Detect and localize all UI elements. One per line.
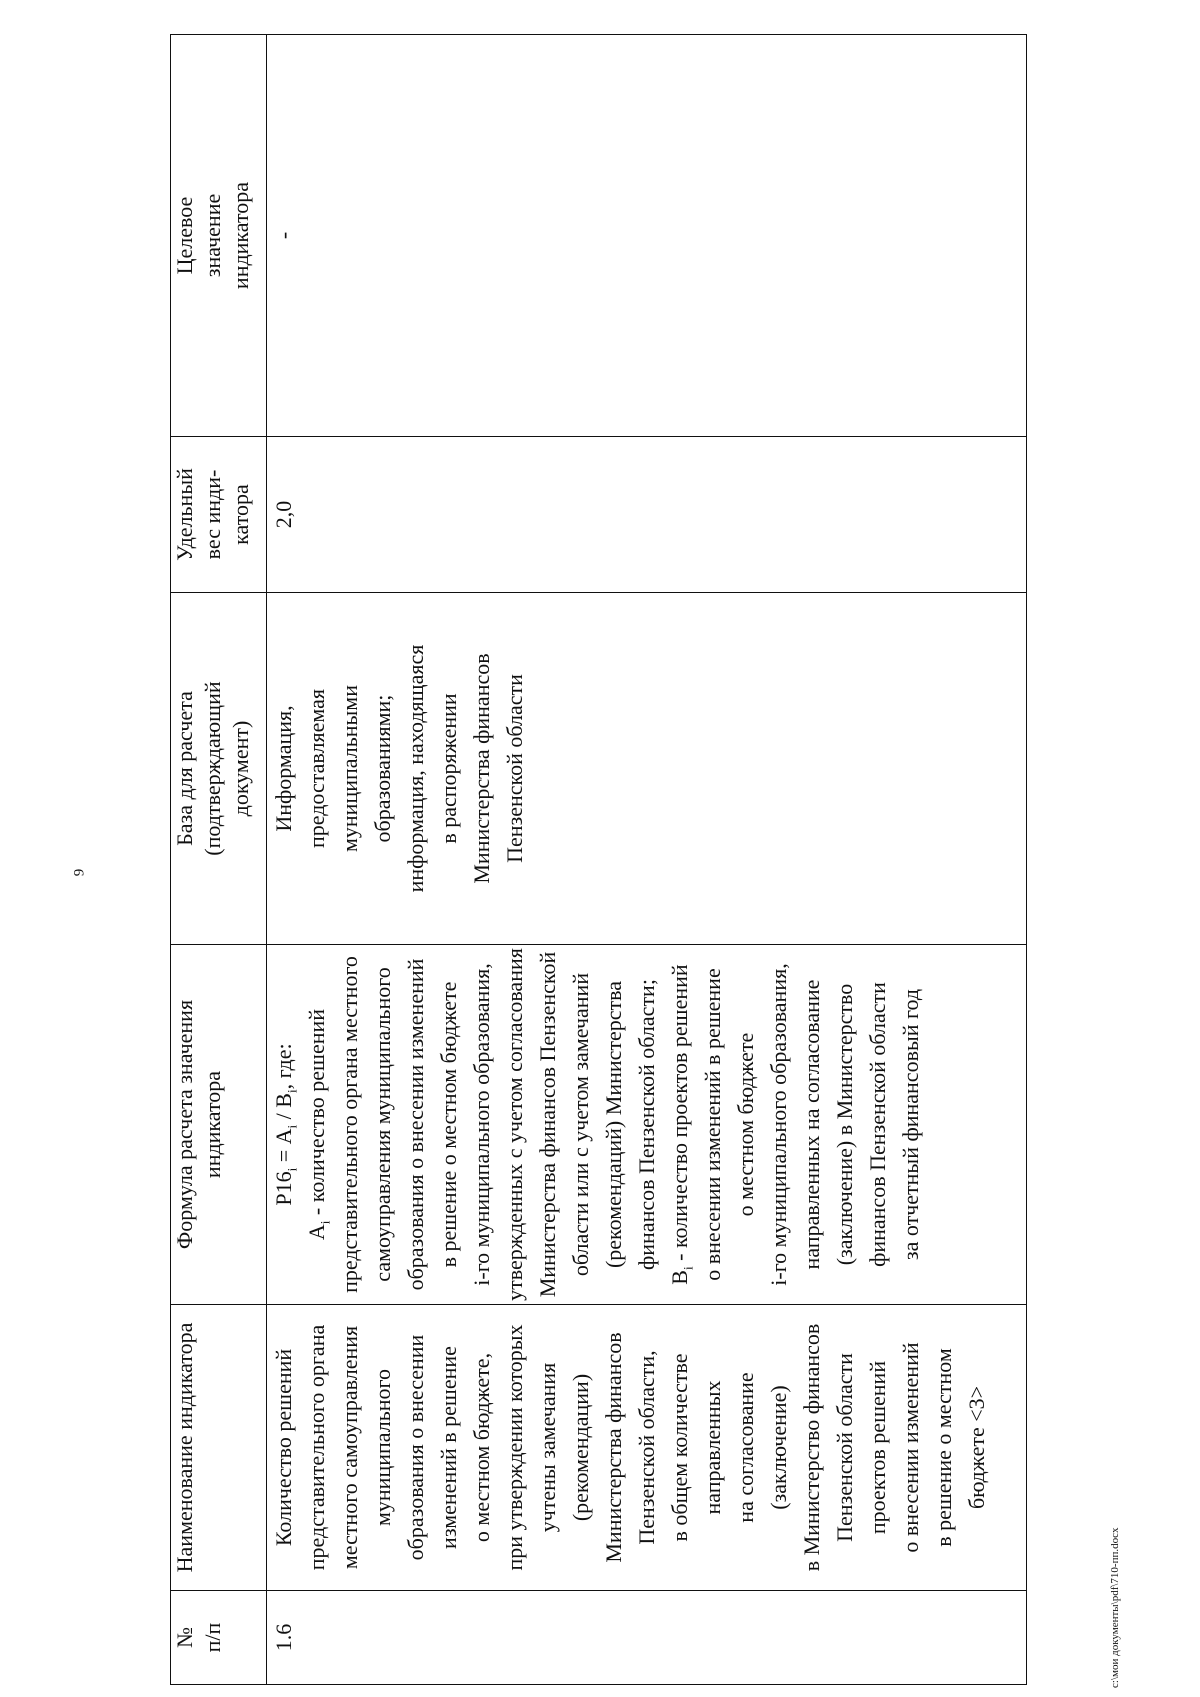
text-line: в распоряжении xyxy=(436,693,461,844)
text-line: Министерства финансов xyxy=(469,653,494,884)
page-number: 9 xyxy=(71,868,88,877)
text-line: о внесении изменений xyxy=(898,1342,923,1553)
text-line: направленных на согласование xyxy=(799,979,824,1270)
text-line: бюджете <3> xyxy=(964,1385,989,1510)
table-row xyxy=(267,35,1027,1685)
text-line: предоставляемая xyxy=(304,688,329,849)
text-line: Пензенской области xyxy=(832,1353,857,1542)
text-line: (рекомендаций) Министерства xyxy=(601,980,626,1269)
header-basis: База для расчета (подтверждающий документ) xyxy=(171,593,267,945)
text-line: (заключение) в Министерство xyxy=(832,983,857,1266)
text-line: муниципального xyxy=(370,1369,395,1527)
text-line: образованиями; xyxy=(370,694,395,843)
rotated-table-sheet xyxy=(170,35,1027,1685)
text-line: в решение о местном xyxy=(931,1348,956,1547)
text-line: Министерства финансов Пензенской xyxy=(535,951,560,1298)
header-target: Целевое значение индикатора xyxy=(171,35,267,437)
indicator-table xyxy=(170,34,1027,1685)
header-num: № п/п xyxy=(171,1591,267,1685)
indicator-name-lines xyxy=(267,1307,993,1588)
text-line: в общем количестве xyxy=(667,1353,692,1542)
text-line: утвержденных с учетом согласования xyxy=(502,948,527,1301)
text-line: самоуправления муниципального xyxy=(370,967,395,1282)
text-line: i-го муниципального образования, xyxy=(469,963,494,1286)
text-line: финансов Пензенской области; xyxy=(634,979,659,1270)
footer-file-path: c:\мои документы\pdf\710-пп.docx xyxy=(1109,1527,1121,1688)
header-name: Наименование индикатора xyxy=(171,1305,267,1591)
cell-indicator-name xyxy=(267,1305,1027,1591)
text-line: в решение о местном бюджете xyxy=(436,981,461,1268)
text-line: о местном бюджете, xyxy=(469,1352,494,1543)
text-line: информация, находящаяся xyxy=(403,644,428,893)
header-weight: Удельный вес инди- катора xyxy=(171,437,267,593)
text-line: за отчетный финансовый год xyxy=(898,988,923,1261)
text-line: образования о внесении изменений xyxy=(403,958,428,1291)
basis-lines xyxy=(267,595,531,942)
text-line: на согласование xyxy=(733,1372,758,1523)
text-line: учтены замечания xyxy=(535,1362,560,1533)
text-line: Пензенской области xyxy=(502,674,527,863)
text-line: i-го муниципального образования, xyxy=(766,963,791,1286)
formula-b-definition: $В_i$ - количество проектов решений xyxy=(667,964,696,1285)
cell-target: - xyxy=(267,35,1027,437)
text-line: (заключение) xyxy=(766,1385,791,1510)
text-line: Пензенской области, xyxy=(634,1350,659,1545)
cell-formula xyxy=(267,945,1027,1305)
text-line: в Министерство финансов xyxy=(799,1323,824,1572)
cell-num: 1.6 xyxy=(267,1591,1027,1685)
header-formula: Формула расчета значения индикатора xyxy=(171,945,267,1305)
text-line: проектов решений xyxy=(865,1360,890,1535)
text-line: направленных xyxy=(700,1380,725,1515)
text-line: Министерства финансов xyxy=(601,1332,626,1563)
text-line: о местном бюджете xyxy=(733,1032,758,1217)
text-line: (рекомендации) xyxy=(568,1373,593,1522)
formula-a-definition: $А_i$ - количество решений xyxy=(304,1008,333,1241)
formula-b-lines xyxy=(696,947,927,1302)
text-line: муниципальными xyxy=(337,685,362,853)
text-line: представительного органа местного xyxy=(337,956,362,1293)
text-line: о внесении изменений в решение xyxy=(700,968,725,1281)
text-line: представительного органа xyxy=(304,1324,329,1571)
table-header-row xyxy=(171,35,267,1685)
text-line: области или с учетом замечаний xyxy=(568,972,593,1277)
text-line: Информация, xyxy=(271,705,296,832)
text-line: финансов Пензенской области xyxy=(865,982,890,1267)
cell-basis xyxy=(267,593,1027,945)
text-line: образования о внесении xyxy=(403,1334,428,1561)
formula-equation: $Р16_i = А_i / В_i$, где: xyxy=(271,1043,300,1206)
text-line: при утверждении которых xyxy=(502,1324,527,1571)
text-line: местного самоуправления xyxy=(337,1325,362,1570)
text-line: Количество решений xyxy=(271,1348,296,1547)
text-line: изменений в решение xyxy=(436,1346,461,1549)
cell-weight: 2,0 xyxy=(267,437,1027,593)
formula-a-lines xyxy=(333,947,663,1302)
